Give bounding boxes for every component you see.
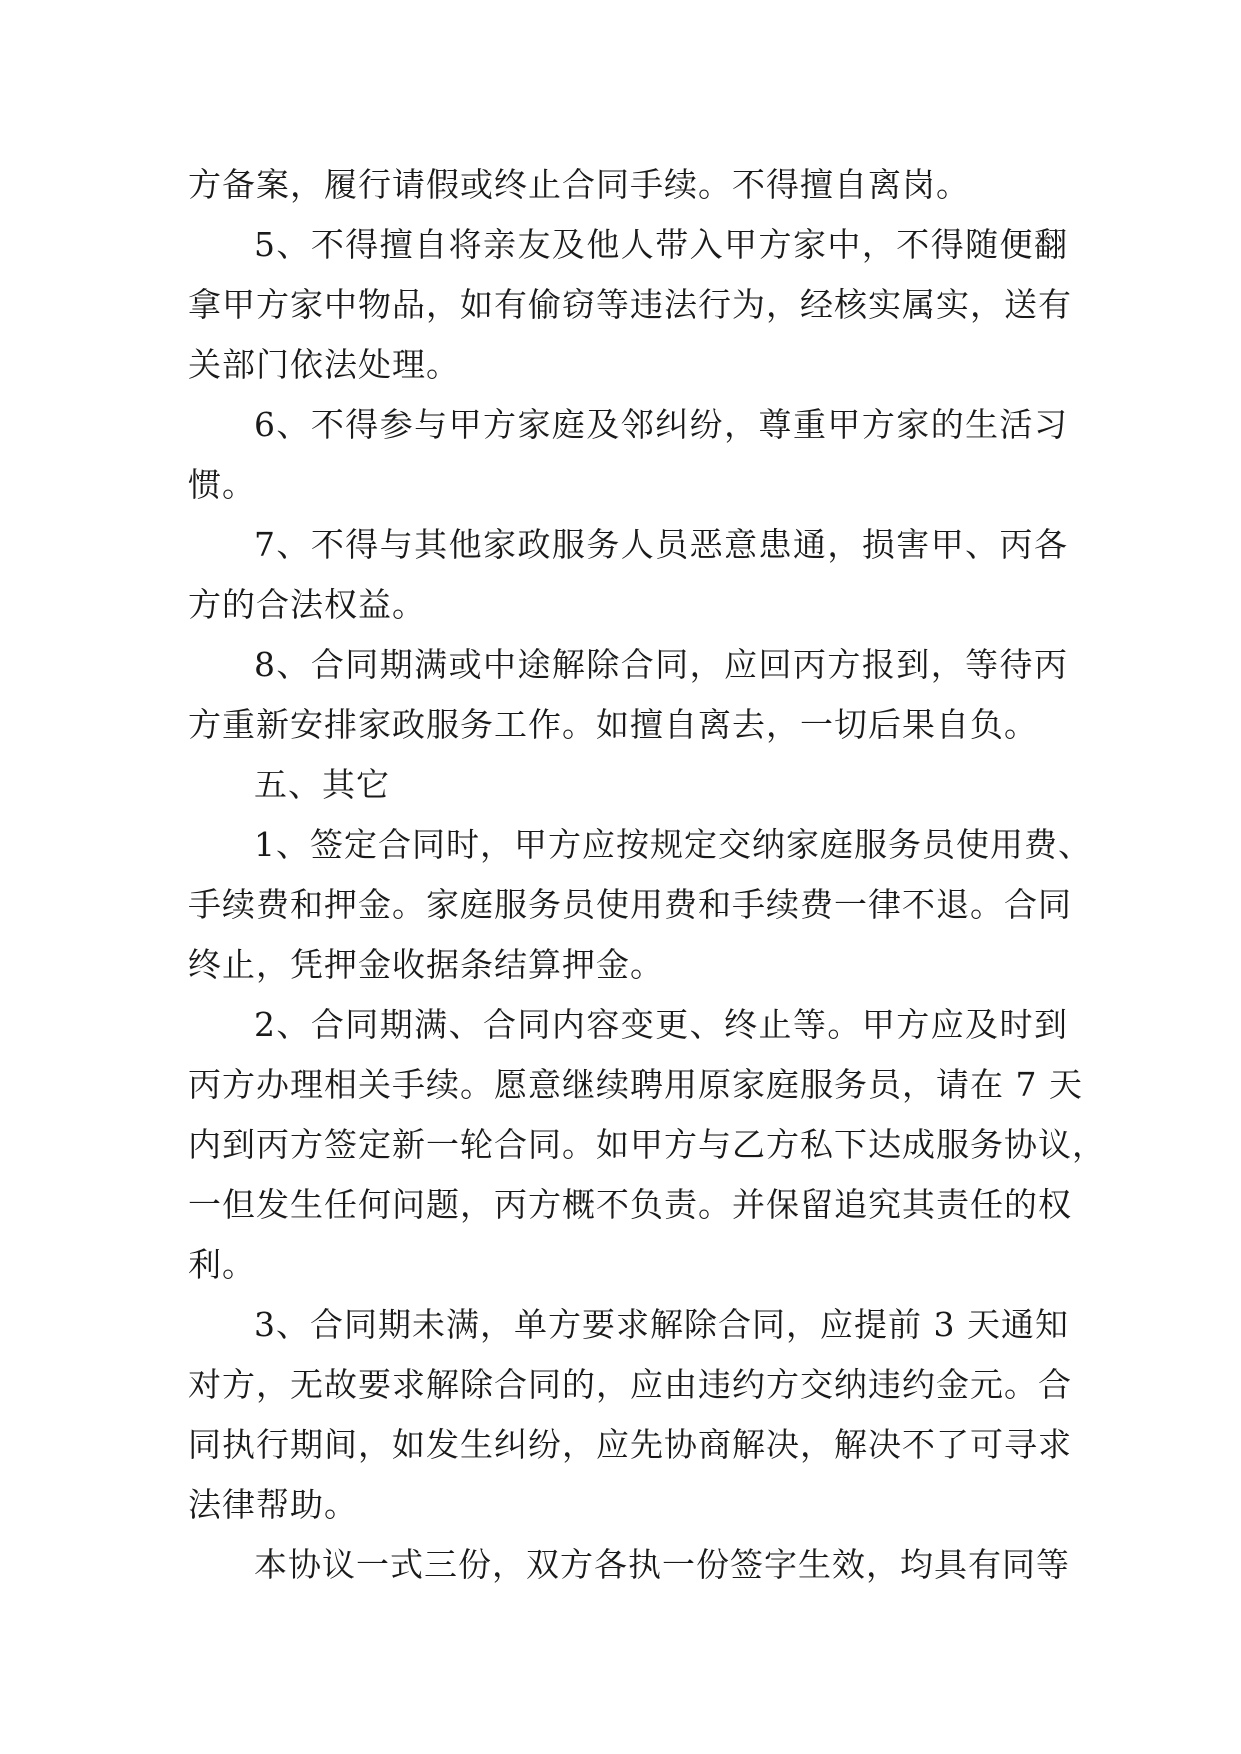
text-line: 5、不得擅自将亲友及他人带入甲方家中，不得随便翻 — [254, 225, 1068, 264]
text-line: 利。 — [188, 1245, 256, 1284]
text-line: 7、不得与其他家政服务人员恶意患通，损害甲、丙各 — [254, 525, 1068, 564]
text-line: 方备案，履行请假或终止合同手续。不得擅自离岗。 — [188, 165, 970, 204]
text-line: 1、签定合同时，甲方应按规定交纳家庭服务员使用费、 — [254, 825, 1092, 864]
section-heading: 五、其它 — [254, 765, 390, 804]
document-body — [188, 155, 1106, 1595]
text-line: 本协议一式三份，双方各执一份签字生效，均具有同等 — [254, 1545, 1070, 1584]
text-line: 惯。 — [188, 465, 256, 504]
text-line: 对方，无故要求解除合同的，应由违约方交纳违约金元。合 — [188, 1365, 1072, 1404]
text-line: 3、合同期未满，单方要求解除合同，应提前 3 天通知 — [254, 1305, 1069, 1344]
text-line: 终止，凭押金收据条结算押金。 — [188, 945, 664, 984]
text-line: 关部门依法处理。 — [188, 345, 460, 384]
text-line: 拿甲方家中物品，如有偷窃等违法行为，经核实属实，送有 — [188, 285, 1072, 324]
text-line: 法律帮助。 — [188, 1485, 358, 1524]
text-line: 方重新安排家政服务工作。如擅自离去，一切后果自负。 — [188, 705, 1038, 744]
text-line: 同执行期间，如发生纠纷，应先协商解决，解决不了可寻求 — [188, 1425, 1072, 1464]
text-line: 8、合同期满或中途解除合同，应回丙方报到，等待丙 — [254, 645, 1068, 684]
text-line: 内到丙方签定新一轮合同。如甲方与乙方私下达成服务协议， — [188, 1125, 1106, 1164]
text-line: 方的合法权益。 — [188, 585, 426, 624]
text-line: 6、不得参与甲方家庭及邻纠纷，尊重甲方家的生活习 — [254, 405, 1068, 444]
text-line: 手续费和押金。家庭服务员使用费和手续费一律不退。合同 — [188, 885, 1072, 924]
text-line: 2、合同期满、合同内容变更、终止等。甲方应及时到 — [254, 1005, 1068, 1044]
text-line: 丙方办理相关手续。愿意继续聘用原家庭服务员，请在 7 天 — [188, 1065, 1083, 1104]
text-line: 一但发生任何问题，丙方概不负责。并保留追究其责任的权 — [188, 1185, 1072, 1224]
